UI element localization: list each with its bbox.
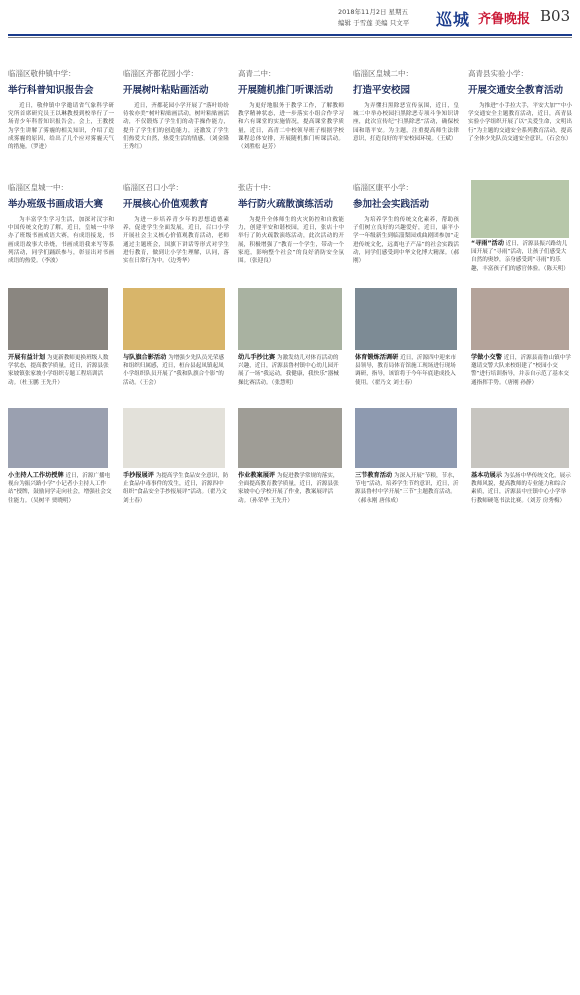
caption-10 bbox=[471, 472, 571, 505]
caption-title: 三节教育活动 bbox=[355, 472, 393, 479]
caption-title: 手抄报展评 bbox=[123, 472, 154, 479]
caption-body: 为促进教学常规的落实，全面提高教育教学质量，近日，沂源县张家坡中心学校开展了作业，教案展评活动。（孙荣华 王先升） bbox=[238, 473, 339, 504]
article-body: 为丰富学生学习生活，加深对汉字和中国传统文化的了解，近日，皇城一中举办了班级书画成语大赛，有成语接龙，书画成语故事大串烧，书画成语我来写等系列活动，同学们踊跃参与，彰显出对书画成语的热爱。（李波） bbox=[8, 217, 114, 265]
caption-body: 近日，沂源县振兴路幼儿园开展了“寻雨”活动，让孩子们感受大自然的奥妙，亲身感受到“寻雨”的乐趣，丰富孩子们的感官体验。（陈天明） bbox=[471, 241, 569, 272]
caption-9 bbox=[355, 472, 461, 505]
article-kicker: 临淄区皇城一中： bbox=[8, 183, 68, 192]
page-number: B03 bbox=[540, 7, 571, 25]
caption-body: 为深入开展“节粮，节水，节电”活动，培养学生节约意识，近日，沂源县鲁村中学开展“三节”主题教育活动。（郝永刚 唐伟成） bbox=[355, 473, 459, 504]
photo-9 bbox=[355, 408, 457, 468]
caption-2 bbox=[123, 354, 229, 387]
caption-title: 小主持人工作坊授牌 bbox=[8, 472, 64, 479]
caption-1 bbox=[8, 354, 112, 387]
caption-5 bbox=[471, 354, 571, 387]
caption-body: 为更新教师更换班级人数学状态，提高教学质量，近日，沂源县张家坡镇张家坡小学组织专题工程培训活动。（杜玉鹏 王先升） bbox=[8, 355, 109, 386]
article-body: 为更好地服务于教学工作，了解教师教学精神状态，进一步落实小组合作学习和六有课堂的实施情况，提高课堂教学质量，近日，高青二中校领导班子根据学校课程总体安排，开展随机推门听课活动。（刘胜松 赵芳） bbox=[238, 103, 344, 151]
caption-body: 近日，沂源县南鲁山镇中学邀请交警大队来校组建了“校园小交警”进行培训指导，并亲自示范了基本交通指挥手势。（唐刚 孙静） bbox=[471, 355, 571, 386]
photo-2 bbox=[123, 288, 225, 350]
page-header bbox=[0, 0, 580, 38]
caption-body: 近日，沂源四中迎来市县领导，教育局体育馆施工现场进行现场调研，指导，该馆将于今年年底建成投入使用。（翟乃文 刘士春） bbox=[355, 355, 457, 386]
caption-body: 为弘扬中华传统文化，展示教师风貌，提高教师的专业能力和综合素质，近日，沂源县中庄镇中心小学举行教师硬笔书法比赛。（刘芳 房秀梅） bbox=[471, 473, 571, 504]
article-kicker: 临淄区皇城二中： bbox=[353, 69, 413, 78]
caption-4 bbox=[355, 354, 461, 387]
caption-8 bbox=[238, 472, 344, 505]
news-grid bbox=[8, 62, 572, 532]
caption-body: 为激发幼儿对体育活动的兴趣，近日，沂源县鲁村镇中心幼儿园开展了一场“我运动，我健康，我快乐”器械操比赛活动。（张慧明） bbox=[238, 355, 339, 386]
article-huangcheng1 bbox=[8, 182, 114, 265]
article-title: 打造平安校园 bbox=[353, 85, 411, 96]
photo-5 bbox=[471, 288, 569, 350]
caption-body: 为增强少先队员光荣感和组织归属感，近日，桓台县起凤镇起凤小学组织队员开展了“我和队旗合个影”的活动。（王会） bbox=[123, 355, 225, 386]
article-kicker: 临淄区敬仲镇中学： bbox=[8, 69, 76, 78]
caption-title: 学做小交警 bbox=[471, 354, 502, 361]
article-qidu bbox=[123, 68, 229, 151]
article-gaoqing2 bbox=[238, 68, 344, 151]
article-title: 举行防火疏散演练活动 bbox=[238, 199, 334, 210]
article-kangping bbox=[353, 182, 459, 265]
article-title: 开展树叶粘贴画活动 bbox=[123, 85, 209, 96]
caption-title: 与队旗合影活动 bbox=[123, 354, 167, 361]
article-body: 为弄懂扫黑除恶宣传氛围，近日，皇城二中举办校园扫黑除恶专项斗争知识讲座，此次宣传纪“扫黑除恶”活动，确保校园和谐平安。为主题，注重提高师生法律意识，打造良好的平安校园环境。（王斌） bbox=[353, 103, 459, 142]
header-rule bbox=[8, 34, 572, 36]
caption-7 bbox=[123, 472, 229, 505]
caption-3 bbox=[238, 354, 344, 387]
caption-xunyu bbox=[471, 240, 571, 273]
article-title: 举办班级书画成语大赛 bbox=[8, 199, 104, 210]
article-body: 为推进“小手拉大手，平安大加”“中小学交通安全主题教育活动，近日，高青县实验小学组织开展了以“关爱生命，文明出行”为主题的交通安全系列教育活动，提高了全体少先队员交通安全意识。（石会东） bbox=[468, 103, 572, 142]
photo-xunyu bbox=[471, 180, 569, 238]
article-zhangdian10 bbox=[238, 182, 344, 265]
article-kicker: 临淄区召口小学： bbox=[123, 183, 183, 192]
caption-title: 作业教案展评 bbox=[238, 472, 276, 479]
article-body: 为培养学生的传统文化素养，帮助孩子们树立良好的兴趣爱好，近日，康平小学一年级新生到临淄梨园戏曲剧团参加“走进传统文化，远离电子产品”的社会实践活动，同学们感受到中华文化博大精深。（郝刚） bbox=[353, 217, 459, 265]
caption-title: 幼儿手抄比赛 bbox=[238, 354, 276, 361]
caption-6 bbox=[8, 472, 112, 505]
caption-title: “寻雨”活动 bbox=[471, 240, 504, 247]
photo-8 bbox=[238, 408, 342, 468]
editors-line: 编辑 于雪莲 美编 只文平 bbox=[338, 19, 410, 27]
article-body: 近日，齐都花园小学开展了“落叶纷纷待妆亦美”树叶粘贴画活动，树叶粘贴画活动，不仅锻炼了学生们的动手操作能力，提升了学生们的创造能力，还激发了学生们热爱大自然，热爱生活的情感。（刘金隆 王秀红） bbox=[123, 103, 229, 151]
article-title: 开展随机推门听课活动 bbox=[238, 85, 334, 96]
caption-body: 为提高学生食品安全意识，防止食品中毒事件的发生，近日，沂源四中组织“食品安全手抄报展评”活动。（翟乃文 刘士春） bbox=[123, 473, 229, 504]
caption-title: 体育锻炼活调研 bbox=[355, 354, 399, 361]
article-kicker: 临淄区齐都花园小学： bbox=[123, 69, 198, 78]
photo-3 bbox=[238, 288, 342, 350]
photo-6 bbox=[8, 408, 108, 468]
article-body: 为进一步培养青少年的思想道德素养，促进学生全面发展，近日，召口小学开展社会主义核心价值观教育活动，老师通过主题班会，国旗下讲话等形式对学生进行教育，做到让小学生理解，认同，落实在日常行为中。（边秀华） bbox=[123, 217, 229, 265]
caption-title: 基本功展示 bbox=[471, 472, 502, 479]
caption-title: 开展有益计划 bbox=[8, 354, 46, 361]
section-name: 巡城 bbox=[436, 10, 471, 29]
article-title: 开展交通安全教育活动 bbox=[468, 85, 564, 96]
article-kicker: 高青县实验小学： bbox=[468, 69, 528, 78]
article-title: 举行科普知识报告会 bbox=[8, 85, 94, 96]
newspaper-logo: 齐鲁晚报 bbox=[478, 12, 531, 27]
photo-1 bbox=[8, 288, 108, 350]
article-title: 参加社会实践活动 bbox=[353, 199, 430, 210]
article-kicker: 高青二中： bbox=[238, 69, 276, 78]
header-rule-thin bbox=[8, 37, 572, 38]
article-kicker: 张店十中： bbox=[238, 183, 276, 192]
article-body: 近日，敬仲镇中学邀请省气象科学研究所首席研究员王以琳教授到校举行了一场青少年科普知识报告会。会上，王教授为学生讲解了雾霾的相关知识，介绍了造成雾霾的原因，给出了几个应对雾霾天气的措施。（罗进） bbox=[8, 103, 114, 151]
article-jingzhong bbox=[8, 68, 114, 151]
caption-body: 近日，沂源广播电视台为振兴路小学“小记者小主持人工作站”授牌，鼓励同学走向社会，增强社会交往能力。（吴树平 贾晓明） bbox=[8, 473, 112, 504]
photo-10 bbox=[471, 408, 569, 468]
article-gaoqing-shiyan bbox=[468, 68, 572, 143]
photo-4 bbox=[355, 288, 457, 350]
photo-7 bbox=[123, 408, 225, 468]
article-kicker: 临淄区康平小学： bbox=[353, 183, 413, 192]
article-zhaokou bbox=[123, 182, 229, 265]
article-title: 开展核心价值观教育 bbox=[123, 199, 209, 210]
article-body: 为提升全体师生的火灾防控和自救能力，创建平安和谐校园，近日，张店十中举行了防火疏散演练活动，此次活动的开展，积极增强了“教育一个学生，带动一个家庭，影响整个社会”的良好消防安全氛围。（张迎良） bbox=[238, 217, 344, 265]
issue-date: 2018年11月2日 星期五 bbox=[338, 8, 409, 16]
article-huangcheng2 bbox=[353, 68, 459, 143]
